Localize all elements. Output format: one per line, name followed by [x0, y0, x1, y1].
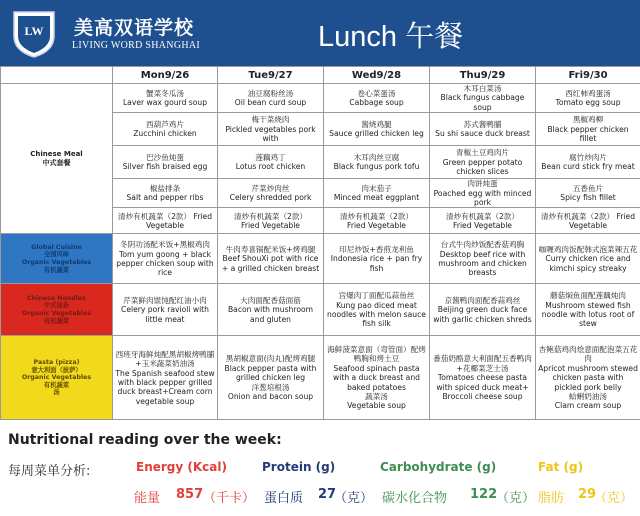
carb-label: Carbohydrate (g) [380, 460, 497, 474]
menu-cell: 肉饼炖蛋 Poached egg with minced pork [430, 179, 536, 208]
school-crest-icon [8, 8, 60, 58]
school-name-en: LIVING WORD SHANGHAI [72, 40, 201, 51]
protein-value: 27 [318, 487, 337, 502]
category-global-cuisine: Global Cuisine 全国风味 Organic Vegetables 有机蔬菜 [1, 234, 113, 284]
fat-unit: （克） [594, 491, 634, 506]
menu-cell: 牛肉寿喜锅配米饭+烤鸡腿 Beef ShouXi pot with rice + a grilled chicken breast [218, 234, 324, 284]
category-chinese-noodles: Chinese Noodles 中式面条 Organic Vegetables 有机蔬菜 [1, 284, 113, 336]
menu-cell: 杏鲍菇鸡肉烩意面配泡菜五花肉 Apricot mushroom stewed chicken pasta with pickled pork belly 蛤蜊奶油汤 Clam cream soup [536, 336, 640, 420]
energy-label: Energy (Kcal) [136, 460, 227, 474]
menu-cell: 京酱鸭肉面配香蒜鸡丝 Beijing green duck face with garlic chicken shreds [430, 284, 536, 336]
menu-cell: 黑胡椒意面(肉丸)配烤鸡腿 Black pepper pasta with grilled chicken leg 洋葱培根汤 Onion and bacon soup [218, 336, 324, 420]
protein-unit: （克） [334, 491, 374, 506]
menu-cell: 肉末茄子 Minced meat eggplant [324, 179, 430, 208]
protein-cn: 蛋白质 [264, 491, 304, 506]
nutrition-section [0, 426, 640, 516]
energy-value: 857 [176, 487, 204, 502]
menu-cell: 清炒有机蔬菜（2款） Fried Vegetable [430, 208, 536, 234]
nutrition-title: Nutritional reading over the week: [8, 432, 282, 448]
menu-cell: 五香鱼片 Spicy fish fillet [536, 179, 640, 208]
menu-cell: 酱烧鸡腿 Sauce grilled chicken leg [324, 113, 430, 146]
menu-cell: 西红柿鸡蛋汤 Tomato egg soup [536, 84, 640, 113]
day-header: Thu9/29 [430, 67, 536, 84]
menu-cell: 木耳肉丝豆腐 Black fungus pork tofu [324, 146, 430, 179]
menu-cell: 海鲜菠菜意面（弯管面）配烤鸭胸和烤土豆 Seafood spinach pasta with a duck breast and baked potatoes 蔬菜汤 Vegetable soup [324, 336, 430, 420]
menu-cell: 大肉面配香菇面筋 Bacon with mushroom and gluten [218, 284, 324, 336]
menu-cell: 油豆腐粉丝汤 Oil bean curd soup [218, 84, 324, 113]
category-pasta: Pasta (pizza) 意大利面（披萨） Organic Vegetables 有机蔬菜 汤 [1, 336, 113, 420]
menu-cell: 清炒有机蔬菜（2款） Fried Vegetable [536, 208, 640, 234]
energy-unit: （千卡） [203, 491, 256, 506]
menu-cell: 西葫芦鸡片 Zucchini chicken [113, 113, 218, 146]
menu-cell: 台式牛肉炒饭配香菇鸡胸 Desktop beef rice with mushroom and chicken breasts [430, 234, 536, 284]
menu-cell: 宫爆肉丁面配瓜蒜鱼丝 Kung pao diced meat noodles with melon sauce fish silk [324, 284, 430, 336]
menu-cell: 卷心菜蛋汤 Cabbage soup [324, 84, 430, 113]
menu-cell: 咖喱鸡肉饭配韩式泡菜辣五花 Curry chicken rice and kimchi spicy streaky [536, 234, 640, 284]
menu-cell: 芹菜鲜肉馄饨配红油小肉 Celery pork ravioli with little meat [113, 284, 218, 336]
nutrition-label-cn: 每周菜单分析: [8, 464, 91, 479]
energy-cn: 能量 [134, 491, 161, 506]
menu-cell: 蘑菇焖鱼面配莲藕炖肉 Mushroom stewed fish noodle with lotus root of stew [536, 284, 640, 336]
carb-unit: （克） [496, 491, 536, 506]
page-title: Lunch 午餐 [318, 21, 464, 53]
day-header: Tue9/27 [218, 67, 324, 84]
category-chinese-meal: Chinese Meal 中式套餐 [1, 84, 113, 234]
menu-cell: 西班牙海鲜炖配黑胡椒烤鸭脯+玉米蔬菜奶油汤 The Spanish seafood stew with black pepper grilled duck breast+Cream corn vegetable soup [113, 336, 218, 420]
menu-table [0, 66, 640, 420]
menu-cell: 番茄奶酪意大利面配五香鸭肉+花椰菜芝士汤 Tomatoes cheese pasta with spiced duck meat+ Broccoli cheese soup [430, 336, 536, 420]
menu-cell: 苏式酱鸭脯 Su shi sauce duck breast [430, 113, 536, 146]
menu-cell: 冬阴功汤配米饭+黑椒鸡肉 Tom yum goong + black pepper chicken soup with rice [113, 234, 218, 284]
fat-label: Fat (g) [538, 460, 584, 474]
menu-cell: 印尼炒饭+香煎龙利鱼 Indonesia rice + pan fry fish [324, 234, 430, 284]
day-header: Fri9/30 [536, 67, 640, 84]
menu-cell: 腐竹炒肉片 Bean curd stick fry meat [536, 146, 640, 179]
menu-cell: 巴沙鱼炖蛋 Silver fish braised egg [113, 146, 218, 179]
header-bar [0, 0, 640, 66]
carb-cn: 碳水化合物 [382, 491, 448, 506]
menu-cell: 莲藕鸡丁 Lotus root chicken [218, 146, 324, 179]
menu-cell: 芹菜炒肉丝 Celery shredded pork [218, 179, 324, 208]
menu-cell: 清炒有机蔬菜（2款） Fried Vegetable [113, 208, 218, 234]
menu-cell: 蟹菜冬瓜汤 Laver wax gourd soup [113, 84, 218, 113]
menu-cell: 清炒有机蔬菜（2款） Fried Vegetable [324, 208, 430, 234]
menu-cell: 清炒有机蔬菜（2款） Fried Vegetable [218, 208, 324, 234]
menu-cell: 青椒土豆鸡肉片 Green pepper potato chicken slices [430, 146, 536, 179]
day-header: Mon9/26 [113, 67, 218, 84]
protein-label: Protein (g) [262, 460, 336, 474]
corner-cell [1, 67, 113, 84]
carb-value: 122 [470, 487, 498, 502]
crest-letters: LW [24, 24, 44, 38]
fat-value: 29 [578, 487, 597, 502]
school-name-cn: 美高双语学校 [74, 17, 195, 39]
menu-cell: 梅干菜烧肉 Pickled vegetables pork with [218, 113, 324, 146]
fat-cn: 脂肪 [538, 491, 565, 506]
menu-cell: 椒盐排条 Salt and pepper ribs [113, 179, 218, 208]
menu-cell: 黑椒鸡柳 Black pepper chicken fillet [536, 113, 640, 146]
menu-cell: 木耳白菜汤 Black fungus cabbage soup [430, 84, 536, 113]
day-header: Wed9/28 [324, 67, 430, 84]
